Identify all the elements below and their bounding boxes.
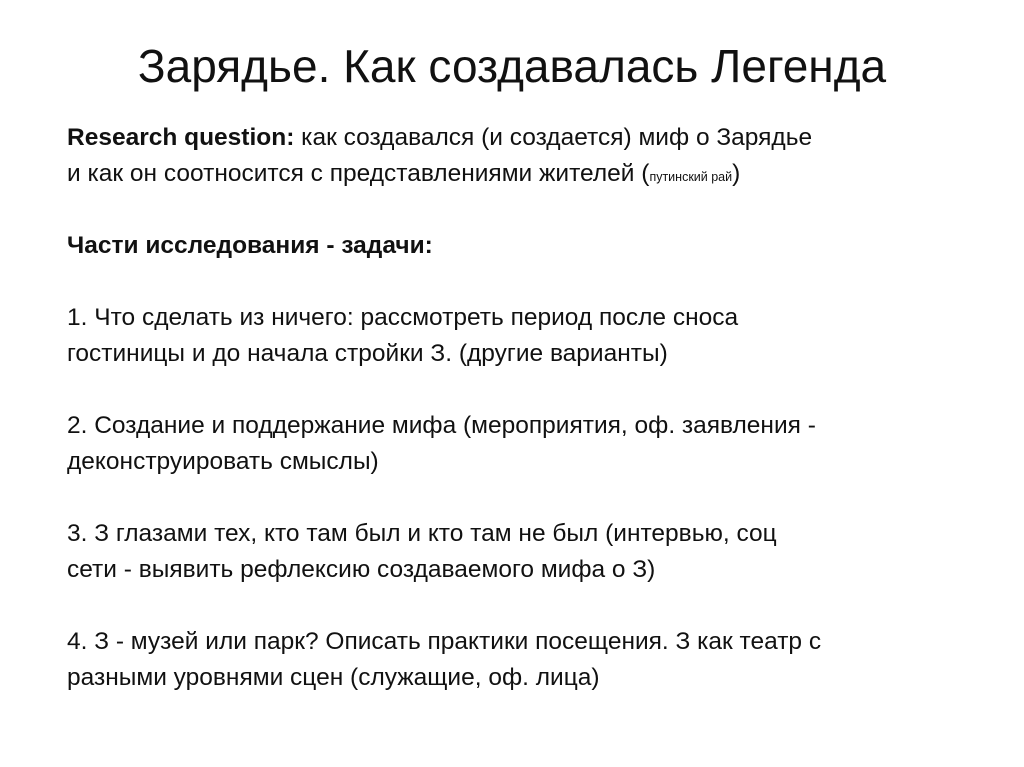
task-item-1 xyxy=(67,300,987,372)
research-question-label: Research question: xyxy=(67,124,295,151)
research-question-note: путинский рай xyxy=(649,170,733,184)
spacer xyxy=(67,372,987,408)
task-item-line: гостиницы и до начала стройки З. (другие варианты) xyxy=(67,340,668,367)
task-item-line: 2. Создание и поддержание мифа (мероприятия, оф. заявления - xyxy=(67,412,816,439)
research-question-text-2: и как он соотносится с представлениями жителей ( xyxy=(67,160,650,187)
research-question-close: ) xyxy=(732,160,741,187)
task-item-4 xyxy=(67,624,987,696)
task-item-line: 4. З - музей или парк? Описать практики посещения. З как театр с xyxy=(67,628,822,655)
parts-heading: Части исследования - задачи: xyxy=(67,232,433,259)
spacer xyxy=(67,588,987,624)
task-item-line: 1. Что сделать из ничего: рассмотреть период после сноса xyxy=(67,304,739,331)
task-item-2 xyxy=(67,408,987,480)
spacer xyxy=(67,192,987,228)
research-question-text-1: как создавался (и создается) миф о Зарядье xyxy=(294,124,813,151)
research-question-line-1 xyxy=(67,120,987,156)
task-item-3 xyxy=(67,516,987,588)
research-question-line-2 xyxy=(67,156,987,192)
task-item-line: сети - выявить рефлексию создаваемого мифа о З) xyxy=(67,556,656,583)
task-item-line: 3. З глазами тех, кто там был и кто там не был (интервью, соц xyxy=(67,520,777,547)
task-item-line: деконструировать смыслы) xyxy=(67,448,379,475)
spacer xyxy=(67,480,987,516)
task-item-line: разными уровнями сцен (служащие, оф. лица) xyxy=(67,664,600,691)
slide-title: Зарядье. Как создавалась Легенда xyxy=(137,40,887,92)
spacer xyxy=(67,264,987,300)
slide-body xyxy=(67,120,987,696)
